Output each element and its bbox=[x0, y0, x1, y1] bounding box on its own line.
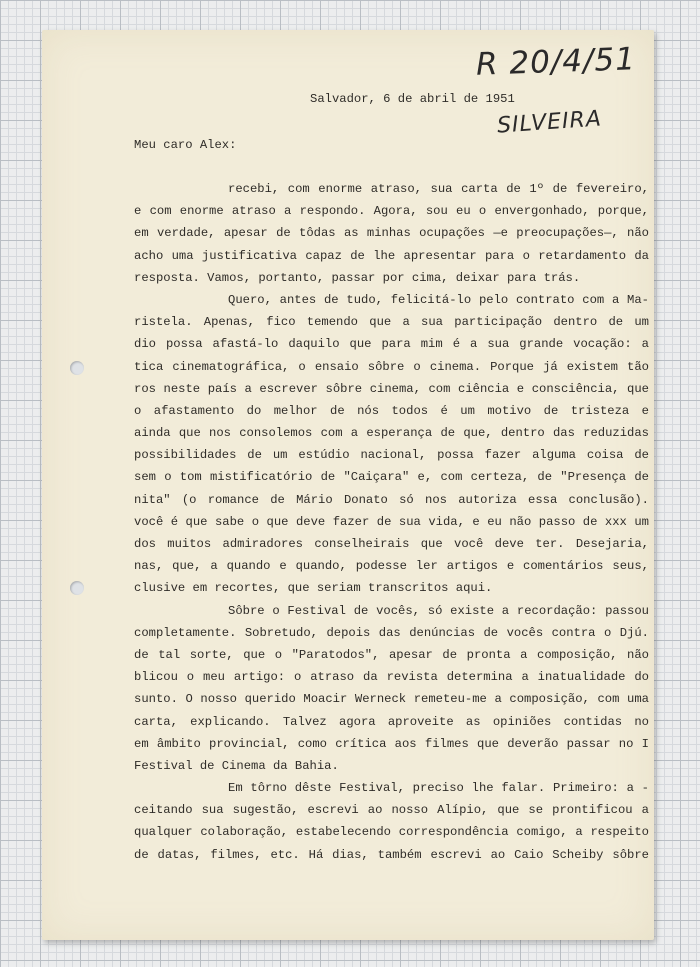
punch-hole-top bbox=[70, 361, 84, 375]
letter-line: ros neste país a escrever sôbre cinema, com ciência e consciência, que bbox=[134, 381, 649, 396]
letter-line: completamente. Sobretudo, depois das denúncias de vocês contra o Djú. bbox=[134, 625, 649, 640]
letter-line: tica cinematográfica, o ensaio sôbre o cinema. Porque já existem tão bbox=[134, 359, 649, 374]
letter-line: Em tôrno dêste Festival, preciso lhe falar. Primeiro: a - bbox=[228, 781, 649, 796]
letter-line: clusive em recortes, que seriam transcritos aqui. bbox=[134, 581, 493, 596]
letter-line: ainda que nos consolemos com a esperança de que, dentro das reduzidas bbox=[134, 426, 649, 441]
letter-line: recebi, com enorme atraso, sua carta de 1º de fevereiro, bbox=[228, 182, 649, 196]
letter-line: blicou o meu artigo: o atraso da revista determina a inatualidade do bbox=[134, 670, 649, 685]
letter-line: nas, que, a quando e quando, podesse ler artigos e comentários seus, bbox=[134, 559, 649, 574]
letter-line: sunto. O nosso querido Moacir Werneck remeteu-me a composição, com uma bbox=[134, 692, 649, 707]
letter-line: dos muitos admiradores conselheirais que você deve ter. Desejaria, bbox=[134, 537, 649, 551]
handwritten-name: SILVEIRA bbox=[496, 106, 603, 139]
letter-line: Festival de Cinema da Bahia. bbox=[134, 758, 339, 773]
letter-line: sem o tom mistificatório de "Caiçara" e, com certeza, de "Presença de bbox=[134, 470, 649, 485]
letter-page bbox=[42, 30, 654, 940]
letter-salutation: Meu caro Alex: bbox=[134, 138, 237, 152]
letter-line: possibilidades de um estúdio nacional, possa fazer alguma coisa de bbox=[134, 448, 649, 463]
letter-line: ristela. Apenas, fico temendo que a sua participação dentro de um bbox=[134, 315, 649, 330]
letter-line: Quero, antes de tudo, felicitá-lo pelo contrato com a Ma- bbox=[228, 292, 649, 307]
letter-line: Sôbre o Festival de vocês, só existe a recordação: passou bbox=[228, 603, 649, 618]
letter-line: resposta. Vamos, portanto, passar por cima, deixar para trás. bbox=[134, 270, 581, 285]
letter-line: carta, explicando. Talvez agora aproveite as opiniões contidas no bbox=[134, 714, 649, 729]
letter-line: de datas, filmes, etc. Há dias, também escrevi ao Caio Scheiby sôbre bbox=[134, 847, 649, 862]
letter-line: em verdade, apesar de tôdas as minhas ocupações —e preocupações—, não bbox=[134, 226, 649, 241]
letter-dateline: Salvador, 6 de abril de 1951 bbox=[310, 92, 515, 106]
handwritten-received-date: R 20/4/51 bbox=[475, 41, 637, 83]
letter-line: qualquer colaboração, estabelecendo correspondência comigo, a respeito bbox=[134, 825, 649, 840]
letter-line: o afastamento do melhor de nós todos é um motivo de tristeza e bbox=[134, 403, 649, 418]
letter-line: dio possa afastá-lo daquilo que para mim é a sua grande vocação: a bbox=[134, 337, 649, 352]
letter-line: ceitando sua sugestão, escrevi ao nosso Alípio, que se prontificou a bbox=[134, 803, 649, 818]
letter-line: nita" (o romance de Mário Donato só nos autoriza essa conclusão). bbox=[134, 492, 649, 507]
letter-line: você é que sabe o que deve fazer de sua vida, e eu não passo de xxx um bbox=[134, 514, 649, 529]
letter-line: de tal sorte, que o "Paratodos", apesar de pronta a composição, não bbox=[134, 647, 649, 662]
letter-line: e com enorme atraso a respondo. Agora, sou eu o envergonhado, porque, bbox=[134, 204, 649, 219]
letter-line: em âmbito provincial, como crítica aos filmes que deverão passar no I bbox=[134, 736, 649, 751]
punch-hole-bottom bbox=[70, 581, 84, 595]
letter-line: acho uma justificativa capaz de lhe apresentar para o retardamento da bbox=[134, 248, 649, 263]
letter-body bbox=[134, 178, 649, 866]
